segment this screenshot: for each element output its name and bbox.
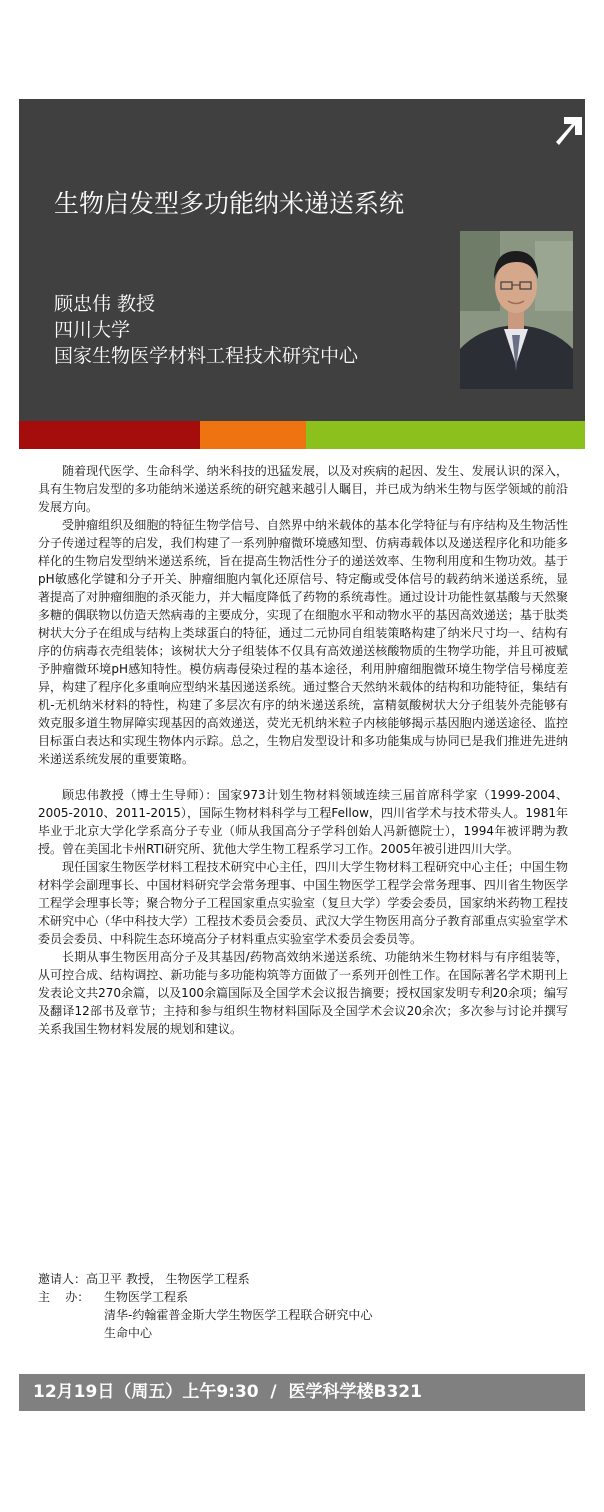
abstract-paragraph-2: 受肿瘤组织及细胞的特征生物学信号、自然界中纳米载体的基本化学特征与有序结构及生物活性分子传递过程等的启发，我们构建了一系列肿瘤微环境感知型、仿病毒载体以及递送程序化和功能多样化的生物启发型纳米递送系统，旨在提高生物活性分子的递送效率、生物利用度和生物功效。基于pH敏感化学键和分子开关、肿瘤细胞内氧化还原信号、特定酶或受体信号的载药纳米递送系统，显著提高了对肿瘤细胞的杀灭能力，并大幅度降低了药物的系统毒性。通过设计功能性氨基酸与天然聚多糖的偶联物以仿造天然病毒的主要成分，实现了在细胞水平和动物水平的基因高效递送；基于肽类树状大分子在组成与结构上类球蛋白的特征，通过二元协同自组装策略构建了纳米尺寸均一、结构有序的仿病毒衣壳组装体；该树状大分子组装体不仅具有高效递送核酸物质的生物学功能，并且可被赋予肿瘤微环境pH感知特性。模仿病毒侵染过程的基本途径，利用肿瘤细胞微环境生物学信号梯度差异，构建了程序化多重响应型纳米基因递送系统。通过整合天然纳米载体的结构和功能特征，集结有机-无机纳米材料的特性，构建了多层次有序的纳米递送系统，富精氨酸树状大分子组装外壳能够有效克服多道生物屏障实现基因的高效递送，荧光无机纳米粒子内核能够揭示基因胞内递送途径、监控目标蛋白表达和实现生物体内示踪。总之，生物启发型设计和多功能集成与协同已是我们推进先进纳米递送系统发展的重要策略。 bbox=[38, 518, 568, 766]
organizer-row bbox=[38, 1288, 568, 1306]
bio-paragraph-2: 现任国家生物医学材料工程技术研究中心主任，四川大学生物材料工程研究中心主任；中国生物材料学会副理事长、中国材料研究学会常务理事、中国生物医学工程学会常务理事、四川省生物医学工程学会理事长等；聚合物分子工程国家重点实验室（复旦大学）学委会委员，国家纳米药物工程技术研究中心（华中科技大学）工程技术委员会委员、武汉大学生物医用高分子教育部重点实验室学术委员会委员、中科院生态环境高分子材料重点实验室学术委员会委员等。 bbox=[38, 860, 568, 946]
body-text bbox=[38, 462, 568, 1038]
organizer-2: 清华-约翰霍普金斯大学生物医学工程联合研究中心 bbox=[104, 1308, 373, 1322]
organizer-3: 生命中心 bbox=[104, 1326, 153, 1340]
speaker-info bbox=[54, 291, 358, 369]
talk-title: 生物启发型多功能纳米递送系统 bbox=[54, 189, 405, 218]
speaker-name: 顾忠伟 教授 bbox=[54, 293, 156, 315]
speaker-photo bbox=[460, 231, 573, 389]
stripe-red bbox=[19, 421, 200, 449]
stripe-green bbox=[306, 421, 585, 449]
speaker-center: 国家生物医学材料工程技术研究中心 bbox=[54, 345, 359, 367]
header-banner bbox=[19, 99, 585, 421]
organizer-block bbox=[38, 1270, 568, 1342]
organizer-label: 主 办： bbox=[38, 1290, 90, 1304]
stripe-orange bbox=[200, 421, 306, 449]
bio-paragraph-1: 顾忠伟教授（博士生导师）：国家973计划生物材料领域连续三届首席科学家（1999-2004、2005-2010、2011-2015），国际生物材料科学与工程Fellow，四川省学术与技术带头人。1981年毕业于北京大学化学系高分子专业（师从我国高分子学科创始人冯新德院士），1994年被评聘为教授。曾在美国北卡州RTI研究所、犹他大学生物工程系学习工作。2005年被引进四川大学。 bbox=[38, 788, 568, 856]
abstract-paragraph-1: 随着现代医学、生命科学、纳米科技的迅猛发展，以及对疾病的起因、发生、发展认识的深入，具有生物启发型的多功能纳米递送系统的研究越来越引人瞩目，并已成为纳米生物与医学领域的前沿发展方向。 bbox=[38, 464, 568, 514]
inviter-line: 邀请人：高卫平 教授， 生物医学工程系 bbox=[38, 1272, 250, 1286]
speaker-university: 四川大学 bbox=[54, 319, 131, 341]
event-time-location: 12月19日（周五）上午9:30 / 医学科学楼B321 bbox=[19, 1374, 585, 1411]
color-stripe-bar bbox=[19, 421, 585, 449]
organizer-1: 生物医学工程系 bbox=[104, 1290, 189, 1304]
bio-paragraph-3: 长期从事生物医用高分子及其基因/药物高效纳米递送系统、功能纳米生物材料与有序组装等，从可控合成、结构调控、新功能与多功能构筑等方面做了一系列开创性工作。在国际著名学术期刊上发表论文共270余篇，以及100余篇国际及全国学术会议报告摘要；授权国家发明专利20余项；编写及翻译12部书及章节；主持和参与组织生物材料国际及全国学术会议20余次；多次参与讨论并撰写关系我国生物材料发展的规划和建议。 bbox=[38, 950, 568, 1036]
diagonal-arrow-icon bbox=[555, 113, 585, 147]
